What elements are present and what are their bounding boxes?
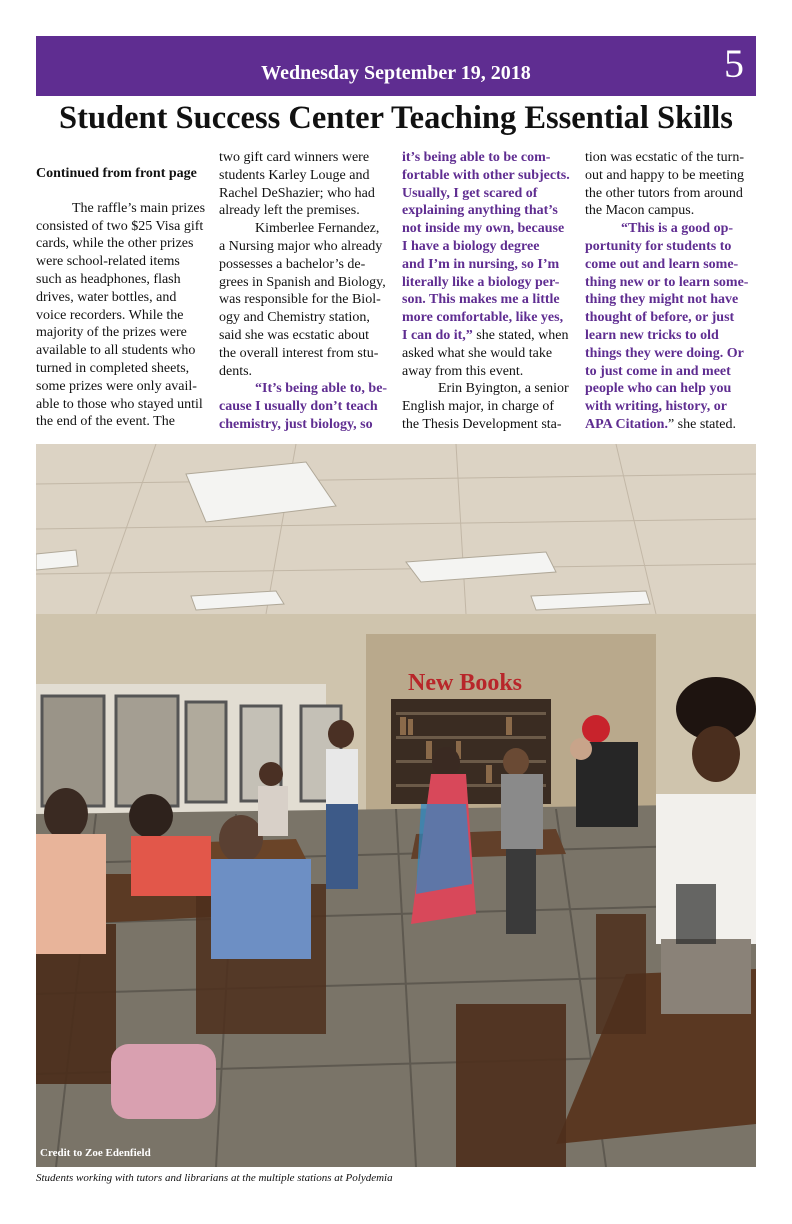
- text-line: the other tutors from around: [585, 185, 743, 201]
- text-line: such as headphones, flash: [36, 271, 181, 287]
- quote-line: things they were doing. Or: [585, 345, 744, 361]
- quote-line: “It’s being able to, be-: [255, 381, 388, 397]
- photo-caption: Students working with tutors and librarians at the multiple stations at Polydemia: [36, 1172, 393, 1184]
- text-line: some prizes were only avail-: [36, 378, 197, 394]
- text-line: the end of the event. The: [36, 414, 175, 430]
- quote-line: chemistry, just biology, so: [219, 416, 373, 432]
- quote-line: learn new tricks to old: [585, 327, 719, 343]
- text-line: turned in completed sheets,: [36, 360, 190, 376]
- attribution-fragment: ” she stated.: [667, 416, 736, 432]
- quote-line: thought of before, or just: [585, 310, 735, 326]
- text-line: were school-related items: [36, 254, 180, 270]
- issue-date: Wednesday September 19, 2018: [261, 62, 531, 84]
- article-column-4: [585, 149, 757, 434]
- quote-line: portunity for students to: [585, 238, 732, 254]
- quote-line: with writing, history, or: [585, 399, 727, 415]
- text-line: the Thesis Development sta-: [402, 416, 562, 432]
- quote-line: come out and learn some-: [585, 256, 739, 272]
- quote-fragment: I can do it,”: [402, 327, 473, 343]
- text-line: consisted of two $25 Visa gift: [36, 218, 204, 234]
- library-scene-illustration: [36, 444, 756, 1167]
- quote-line: people who can help you: [585, 381, 732, 397]
- quote-line: more comfortable, like yes,: [402, 310, 564, 326]
- text-line: Kimberlee Fernandez,: [255, 221, 380, 237]
- attribution-fragment: she stated, when: [472, 327, 569, 343]
- text-line: ogy and Chemistry station,: [219, 310, 370, 326]
- text-line: students Karley Louge and: [219, 167, 370, 183]
- page-number: 5: [724, 41, 744, 86]
- text-line: asked what she would take: [402, 345, 553, 361]
- quote-line: to just come in and meet: [585, 363, 731, 379]
- quote-line: explaining anything that’s: [402, 203, 558, 219]
- text-line: [585, 416, 757, 434]
- quote-line: “This is a good op-: [621, 221, 734, 237]
- quote-line: thing new or to learn some-: [585, 274, 749, 290]
- page-header-banner: [36, 36, 756, 96]
- text-line: out and happy to be meeting: [585, 167, 745, 183]
- text-line: English major, in charge of: [402, 399, 554, 415]
- text-line: was responsible for the Biol-: [219, 292, 381, 308]
- text-line: able to those who stayed until: [36, 396, 203, 412]
- text-line: a Nursing major who already: [219, 238, 383, 254]
- text-line: majority of the prizes were: [36, 325, 187, 341]
- quote-line: not inside my own, because: [402, 221, 565, 237]
- text-line: Rachel DeShazier; who had: [219, 185, 375, 201]
- text-line: already left the premises.: [219, 203, 360, 219]
- quote-line: and I’m in nursing, so I’m: [402, 256, 560, 272]
- text-line: possesses a bachelor’s de-: [219, 256, 366, 272]
- article-column-3: [402, 149, 574, 434]
- article-headline: Student Success Center Teaching Essential Skills: [59, 100, 733, 136]
- new-books-sign: New Books: [408, 670, 523, 696]
- quote-line: Usually, I get scared of: [402, 185, 538, 201]
- quote-line: it’s being able to be com-: [402, 150, 551, 165]
- article-column-2: [219, 149, 391, 434]
- text-line: two gift card winners were: [219, 150, 370, 165]
- text-line: available to all students who: [36, 343, 196, 359]
- text-line: drives, water bottles, and: [36, 289, 177, 305]
- quote-line: I have a biology degree: [402, 238, 540, 254]
- event-photo: [36, 444, 756, 1167]
- continued-note: Continued from front page: [36, 166, 197, 181]
- text-line: tion was ecstatic of the turn-: [585, 150, 745, 165]
- quote-line: son. This makes me a little: [402, 292, 560, 308]
- text-line: cards, while the other prizes: [36, 236, 194, 252]
- quote-line: cause I usually don’t teach: [219, 399, 378, 415]
- text-line: dents.: [219, 363, 253, 379]
- text-line: The raffle’s main prizes: [72, 200, 206, 216]
- text-line: voice recorders. While the: [36, 307, 184, 323]
- text-line: the Macon campus.: [585, 203, 695, 219]
- text-line: the overall interest from stu-: [219, 345, 379, 361]
- article-column-1: [36, 149, 208, 431]
- quote-line: fortable with other subjects.: [402, 167, 570, 183]
- text-line: Erin Byington, a senior: [438, 381, 569, 397]
- text-line: said she was ecstatic about: [219, 327, 370, 343]
- quote-line: thing they might not have: [585, 292, 739, 308]
- text-line: [402, 327, 574, 345]
- text-line: grees in Spanish and Biology,: [219, 274, 386, 290]
- text-line: away from this event.: [402, 363, 524, 379]
- quote-fragment: APA Citation.: [585, 416, 668, 432]
- photo-credit: Credit to Zoe Edenfield: [40, 1147, 151, 1159]
- quote-line: literally like a biology per-: [402, 274, 560, 290]
